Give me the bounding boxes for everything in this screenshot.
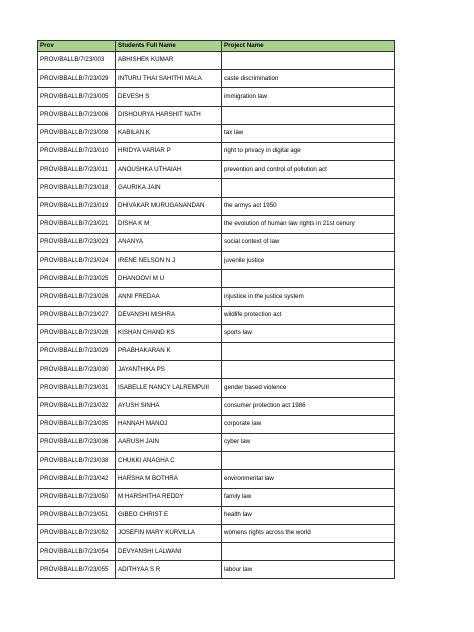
prov-cell: PROV/BBALLB/7/23/028 [38, 324, 116, 342]
project-name-cell: prevention and control of pollution act [222, 161, 395, 179]
student-name-cell: ADITHYAA S R [116, 561, 222, 579]
student-name-cell: JAYANTHIKA PS [116, 361, 222, 379]
table-row [38, 106, 395, 124]
project-name-cell: caste discrimination [222, 70, 395, 88]
header-project-name: Project Name [222, 41, 395, 52]
project-name-cell [222, 361, 395, 379]
project-name-cell: labour law [222, 561, 395, 579]
student-name-cell: ISABELLE NANCY LALREMPUII [116, 379, 222, 397]
prov-cell: PROV/BBALLB/7/23/054 [38, 543, 116, 561]
table-row [38, 142, 395, 160]
student-name-cell: DHANOOVI M U [116, 270, 222, 288]
header-row [38, 41, 395, 52]
student-name-cell: GIBEO CHRIST E [116, 506, 222, 524]
project-name-cell: consumer protection act 1986 [222, 397, 395, 415]
table-row [38, 361, 395, 379]
table-row [38, 433, 395, 451]
student-name-cell: DISHA K M [116, 215, 222, 233]
prov-cell: PROV/BBALLB/7/23/025 [38, 270, 116, 288]
student-name-cell: ANNI FREDAA [116, 288, 222, 306]
prov-cell: PROV/BBALLB/7/23/051 [38, 506, 116, 524]
prov-cell: PROV/BBALLB/7/23/031 [38, 379, 116, 397]
student-name-cell: KISHAN CHAND KS [116, 324, 222, 342]
project-name-cell [222, 452, 395, 470]
prov-cell: PROV/BBALLB/7/23/030 [38, 361, 116, 379]
student-name-cell: DHIVAKAR MURUGANANDAN [116, 197, 222, 215]
project-name-cell [222, 179, 395, 197]
table-row [38, 452, 395, 470]
prov-cell: PROV/BBALLB/7/23/005 [38, 88, 116, 106]
project-name-cell: the evolution of human law rights in 21st cenury [222, 215, 395, 233]
project-name-cell: family law [222, 488, 395, 506]
project-name-cell: gender based violence [222, 379, 395, 397]
prov-cell: PROV/BBALLB/7/23/035 [38, 415, 116, 433]
project-name-cell: tax law [222, 124, 395, 142]
project-name-cell: social context of law [222, 233, 395, 251]
table-row [38, 506, 395, 524]
table-row [38, 379, 395, 397]
table-row [38, 197, 395, 215]
prov-cell: PROV/BBALLB/7/23/006 [38, 106, 116, 124]
project-name-cell: sports law [222, 324, 395, 342]
student-name-cell: CHUKKI ANAGHA C [116, 452, 222, 470]
table-row [38, 70, 395, 88]
project-name-cell [222, 270, 395, 288]
prov-cell: PROV/BBALLB/7/23/027 [38, 306, 116, 324]
project-name-cell: the armys act 1950 [222, 197, 395, 215]
table-row [38, 306, 395, 324]
project-name-cell: right to privacy in digital age [222, 142, 395, 160]
project-name-cell [222, 52, 395, 70]
prov-cell: PROV/BBALLB/7/23/011 [38, 161, 116, 179]
student-name-cell: GAURIKA JAIN [116, 179, 222, 197]
student-name-cell: DEVESH S [116, 88, 222, 106]
project-name-cell: health law [222, 506, 395, 524]
project-name-cell: immigration law [222, 88, 395, 106]
table-row [38, 215, 395, 233]
student-name-cell: HARSHA M BOTHRA [116, 470, 222, 488]
table-row [38, 543, 395, 561]
table-row [38, 124, 395, 142]
student-name-cell: M HARSHITHA REDDY [116, 488, 222, 506]
student-name-cell: HANNAH MANOJ [116, 415, 222, 433]
prov-cell: PROV/BBALLB/7/23/038 [38, 452, 116, 470]
project-name-cell: womens rights across the world [222, 524, 395, 542]
prov-cell: PROV/BBALLB/7/23/019 [38, 197, 116, 215]
project-name-cell: corporate law [222, 415, 395, 433]
table-row [38, 179, 395, 197]
table-row [38, 52, 395, 70]
table-row [38, 524, 395, 542]
prov-cell: PROV/BBALLB/7/23/024 [38, 252, 116, 270]
prov-cell: PROV/BBALLB/7/23/036 [38, 433, 116, 451]
prov-cell: PROV/BBALLB/7/23/008 [38, 124, 116, 142]
student-name-cell: HRIDYA VARIAR P [116, 142, 222, 160]
student-name-cell: AYUSH SINHA [116, 397, 222, 415]
table-row [38, 397, 395, 415]
student-name-cell: DEVYANSHI LALWANI [116, 543, 222, 561]
table-row [38, 252, 395, 270]
project-name-cell: cyber law [222, 433, 395, 451]
project-name-cell: injustice in the justice system [222, 288, 395, 306]
student-name-cell: JOSEFIN MARY KURVILLA [116, 524, 222, 542]
prov-cell: PROV/BBALLB/7/23/052 [38, 524, 116, 542]
table-row [38, 561, 395, 579]
student-name-cell: AARUSH JAIN [116, 433, 222, 451]
prov-cell: PROV/BBALLB/7/23/029 [38, 70, 116, 88]
prov-cell: PROV/BBALLB/7/23/023 [38, 233, 116, 251]
table-row [38, 470, 395, 488]
prov-cell: PROV/BBALLB/7/23/042 [38, 470, 116, 488]
table-row [38, 288, 395, 306]
prov-cell: PROV/BALLB/7/23/003 [38, 52, 116, 70]
prov-cell: PROV/BBALLB/7/23/032 [38, 397, 116, 415]
table-row [38, 161, 395, 179]
prov-cell: PROV/BBALLB/7/23/018 [38, 179, 116, 197]
header-student-name: Students Full Name [116, 41, 222, 52]
student-name-cell: ABHISHEK KUMAR [116, 52, 222, 70]
project-name-cell [222, 106, 395, 124]
student-name-cell: IRENE NELSON N J [116, 252, 222, 270]
project-name-cell [222, 543, 395, 561]
project-name-cell: wildlife protection act [222, 306, 395, 324]
student-name-cell: DEVANSHI MISHRA [116, 306, 222, 324]
table-row [38, 324, 395, 342]
project-name-cell: environmental law [222, 470, 395, 488]
student-name-cell: ANANYA [116, 233, 222, 251]
student-name-cell: ANOUSHKA UTHAIAH [116, 161, 222, 179]
student-name-cell: PRABHAKARAN K [116, 343, 222, 361]
prov-cell: PROV/BBALLB/7/23/026 [38, 288, 116, 306]
student-name-cell: DISHOURYA HARSHIT NATH [116, 106, 222, 124]
project-name-cell [222, 343, 395, 361]
prov-cell: PROV/BBALLB/7/23/050 [38, 488, 116, 506]
prov-cell: PROV/BBALLB/7/23/010 [38, 142, 116, 160]
table-row [38, 88, 395, 106]
student-name-cell: INTURU THAI SAHITHI MALA [116, 70, 222, 88]
student-project-table [37, 40, 395, 579]
prov-cell: PROV/BBALLB/7/23/055 [38, 561, 116, 579]
table-row [38, 488, 395, 506]
table-body [38, 52, 395, 579]
table-row [38, 233, 395, 251]
table-row [38, 415, 395, 433]
prov-cell: PROV/BBALLB/7/23/021 [38, 215, 116, 233]
project-name-cell: juvenile justice [222, 252, 395, 270]
table-row [38, 343, 395, 361]
table-row [38, 270, 395, 288]
header-prov: Prov [38, 41, 116, 52]
student-name-cell: KABILAN K [116, 124, 222, 142]
prov-cell: PROV/BBALLB/7/23/029 [38, 343, 116, 361]
